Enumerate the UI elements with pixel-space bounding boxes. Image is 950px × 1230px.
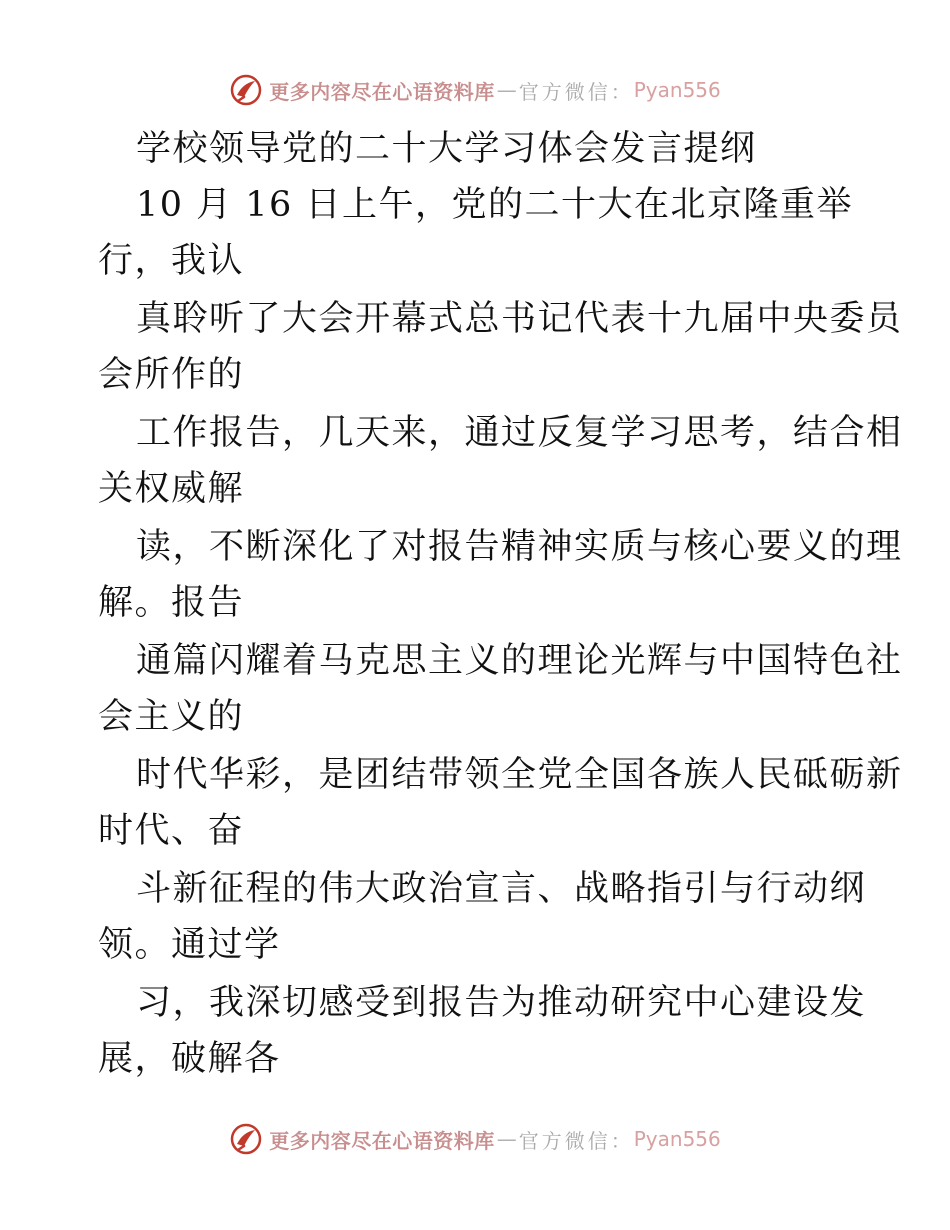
banner-wechat-id: Pyan556 bbox=[633, 78, 721, 102]
pen-logo-icon bbox=[229, 73, 263, 107]
banner-separator: — bbox=[496, 78, 517, 102]
paragraph-line-continuation: 展，破解各 bbox=[98, 1039, 281, 1079]
paragraph-line: 通篇闪耀着马克思主义的理论光辉与中国特色社 bbox=[136, 641, 903, 681]
paragraph-line-continuation: 解。报告 bbox=[98, 583, 245, 623]
paragraph-line: 学校领导党的二十大学习体会发言提纲 bbox=[136, 129, 757, 169]
document-body bbox=[98, 121, 903, 1089]
paragraph-line: 读，不断深化了对报告精神实质与核心要义的理 bbox=[136, 527, 903, 567]
paragraph-line-continuation: 领。通过学 bbox=[98, 925, 281, 965]
paragraph-line: 斗新征程的伟大政治宣言、战略指引与行动纲 bbox=[136, 869, 867, 909]
paragraph-line-continuation: 时代、奋 bbox=[98, 811, 245, 851]
paragraph-line: 10 月 16 日上午，党的二十大在北京隆重举 bbox=[136, 185, 853, 225]
banner-brand-text: 更多内容尽在心语资料库 bbox=[269, 79, 495, 104]
banner-brand-text: 更多内容尽在心语资料库 bbox=[269, 1128, 495, 1153]
pen-logo-icon bbox=[229, 1122, 263, 1156]
paragraph-line-continuation: 行，我认 bbox=[98, 241, 245, 281]
paragraph-line-continuation: 会主义的 bbox=[98, 697, 245, 737]
header-banner bbox=[0, 70, 950, 110]
paragraph-line: 时代华彩，是团结带领全党全国各族人民砥砺新 bbox=[136, 755, 903, 795]
banner-wechat-label: 官方微信： bbox=[518, 1128, 634, 1153]
footer-banner bbox=[0, 1119, 950, 1159]
banner-separator: — bbox=[496, 1127, 517, 1151]
paragraph-line: 习，我深切感受到报告为推动研究中心建设发 bbox=[136, 983, 867, 1023]
paragraph-line: 真聆听了大会开幕式总书记代表十九届中央委员 bbox=[136, 299, 903, 339]
banner-wechat-id: Pyan556 bbox=[633, 1127, 721, 1151]
paragraph-line-continuation: 关权威解 bbox=[98, 469, 245, 509]
paragraph-line-continuation: 会所作的 bbox=[98, 355, 245, 395]
banner-wechat-label: 官方微信： bbox=[518, 79, 634, 104]
paragraph-line: 工作报告，几天来，通过反复学习思考，结合相 bbox=[136, 413, 903, 453]
